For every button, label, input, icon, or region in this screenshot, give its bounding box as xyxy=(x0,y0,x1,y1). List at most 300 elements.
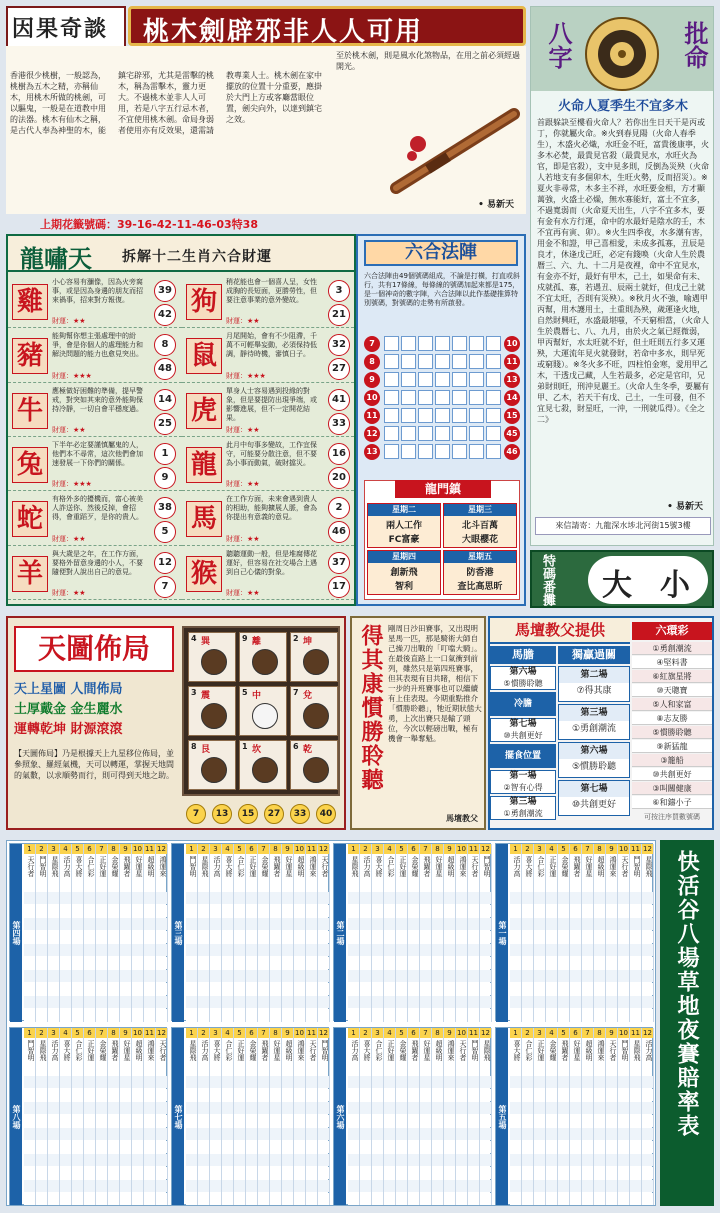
race-odds-cell xyxy=(432,918,443,930)
race-odds-cell xyxy=(270,1193,281,1205)
race-odds-cell xyxy=(294,1009,305,1021)
race-odds-cell xyxy=(222,918,233,930)
race-odds-cell xyxy=(582,944,593,956)
race-horse-column xyxy=(348,1028,360,1206)
race-odds-cell xyxy=(444,1141,455,1153)
race-odds-cell xyxy=(606,1193,617,1205)
race-odds-cell xyxy=(348,1076,359,1088)
race-odds-cell xyxy=(384,1193,395,1205)
fengshui-line: 大眼櫻花 xyxy=(461,535,498,545)
race-odds-cell xyxy=(570,957,581,969)
race-odds-cell xyxy=(456,1180,467,1192)
race-odds-cell xyxy=(606,1009,617,1021)
race-odds-cell xyxy=(84,957,95,969)
race-odds-cell xyxy=(48,892,59,904)
race-horse-number: 5 xyxy=(396,844,407,854)
race-horse-number: 2 xyxy=(198,844,209,854)
race-odds-cell xyxy=(60,892,71,904)
picks-race: 第三場 xyxy=(559,705,629,721)
race-odds-cell xyxy=(24,1102,35,1114)
race-horse-column xyxy=(48,844,60,1022)
race-odds-cell xyxy=(36,905,47,917)
race-odds-cell xyxy=(468,918,479,930)
race-odds-cell xyxy=(108,1076,119,1088)
race-odds-cell xyxy=(360,931,371,943)
race-odds-cell xyxy=(156,892,167,904)
race-horse-column xyxy=(294,1028,306,1206)
race-odds-cell xyxy=(84,1076,95,1088)
race-odds-cell xyxy=(546,1115,557,1127)
tiantu-ball: 40 xyxy=(316,804,336,824)
race-odds-cell xyxy=(210,996,221,1008)
race-odds-cell xyxy=(456,1167,467,1179)
race-odds-cell xyxy=(396,983,407,995)
race-odds-cell xyxy=(582,1167,593,1179)
race-odds-cell xyxy=(48,1167,59,1179)
race-odds-cell xyxy=(108,892,119,904)
race-odds-cell xyxy=(282,1154,293,1166)
race-odds-cell xyxy=(360,1193,371,1205)
race-odds-cell xyxy=(444,905,455,917)
race-horse-name: 超級明 xyxy=(297,856,305,877)
liuhe-cell xyxy=(384,336,399,351)
race-horse-column xyxy=(258,1028,270,1206)
race-odds-cell xyxy=(456,1154,467,1166)
race-odds-cell xyxy=(36,931,47,943)
race-odds-cell xyxy=(246,918,257,930)
race-horse-number: 8 xyxy=(594,1028,605,1038)
race-horse-name: 金榮耀 xyxy=(249,1040,257,1061)
liuhe-left-number: 8 xyxy=(364,354,380,370)
race-odds-cell xyxy=(396,1128,407,1140)
race-odds-cell xyxy=(606,1167,617,1179)
race-odds-cell xyxy=(210,905,221,917)
race-odds-cell xyxy=(72,1076,83,1088)
race-odds-cell xyxy=(144,918,155,930)
race-horse-number: 5 xyxy=(72,844,83,854)
race-odds-cell xyxy=(372,1009,383,1021)
race-odds-cell xyxy=(372,1089,383,1101)
race-odds-cell xyxy=(60,918,71,930)
race-horse-column xyxy=(210,1028,222,1206)
race-odds-cell xyxy=(570,996,581,1008)
race-odds-cell xyxy=(348,944,359,956)
race-horse-number: 9 xyxy=(606,844,617,854)
race-odds-cell xyxy=(420,1141,431,1153)
fengshui-block xyxy=(364,480,520,600)
liuhe-cell xyxy=(469,444,484,459)
race-odds-cell xyxy=(306,1167,317,1179)
liuhe-left-number: 11 xyxy=(364,408,380,424)
fengshui-day: 星期五 xyxy=(444,551,516,563)
race-odds-cell xyxy=(432,1193,443,1205)
race-odds-cell xyxy=(396,1009,407,1021)
race-odds-cell xyxy=(144,1102,155,1114)
liuhe-cell xyxy=(418,354,433,369)
race-odds-cell xyxy=(84,1115,95,1127)
liuhe-cell xyxy=(469,372,484,387)
race-horse-name: 飛躍者 xyxy=(111,1040,119,1061)
race-odds-cell xyxy=(222,1128,233,1140)
race-odds-cell xyxy=(48,996,59,1008)
race-odds-cell xyxy=(96,957,107,969)
race-odds-cell xyxy=(108,1154,119,1166)
race-odds-cell xyxy=(642,905,653,917)
tiantu-object-image xyxy=(201,757,227,783)
zodiac-number: 37 xyxy=(328,552,350,574)
race-odds-cell xyxy=(630,944,641,956)
zodiac-number: 14 xyxy=(154,389,176,411)
zodiac-number: 3 xyxy=(328,280,350,302)
race-odds-cell xyxy=(318,970,329,982)
race-odds-cell xyxy=(558,905,569,917)
race-odds-cell xyxy=(198,1167,209,1179)
zodiac-text: 與大歲是之年，在工作方面，要格外留意身邊的小人，不要隨便對人說出自己的意見。 xyxy=(52,549,143,576)
race-odds-cell xyxy=(294,892,305,904)
race-odds-cell xyxy=(246,1089,257,1101)
race-odds-cell xyxy=(630,1009,641,1021)
race-odds-cell xyxy=(396,970,407,982)
fengshui-banner: 龍門鎮 xyxy=(395,480,491,498)
zodiac-number: 21 xyxy=(328,304,350,326)
race-odds-cell xyxy=(432,905,443,917)
race-odds-cell xyxy=(630,1154,641,1166)
race-odds-cell xyxy=(144,905,155,917)
race-odds-cell xyxy=(360,957,371,969)
picks-col-c xyxy=(632,642,712,810)
race-odds-cell xyxy=(456,1102,467,1114)
race-odds-cell xyxy=(630,1193,641,1205)
race-odds-cell xyxy=(24,1141,35,1153)
race-horse-column xyxy=(360,844,372,1022)
zodiac-number: 25 xyxy=(154,413,176,435)
race-odds-cell xyxy=(546,1167,557,1179)
race-odds-cell xyxy=(234,1167,245,1179)
zodiac-row xyxy=(8,330,182,382)
zodiac-animal: 龍 xyxy=(186,447,222,483)
race-odds-cell xyxy=(360,1128,371,1140)
race-odds-cell xyxy=(72,944,83,956)
race-odds-cell xyxy=(372,931,383,943)
zodiac-text: 小心容易有瀰像，因為火旁窩事，或是因為身邊的朋友而招來禍事，招來對方報復。 xyxy=(52,278,143,304)
race-odds-cell xyxy=(282,905,293,917)
zodiac-rating: 財運：★★ xyxy=(226,534,260,543)
race-odds-cell xyxy=(318,918,329,930)
race-odds-cell xyxy=(306,996,317,1008)
race-horse-number: 4 xyxy=(384,1028,395,1038)
race-odds-cell xyxy=(84,996,95,1008)
race-horse-column xyxy=(246,1028,258,1206)
race-odds-cell xyxy=(48,944,59,956)
race-horse-number: 6 xyxy=(408,844,419,854)
race-odds-cell xyxy=(582,918,593,930)
race-odds-cell xyxy=(420,931,431,943)
liuhe-right-number: 13 xyxy=(504,372,520,388)
picks-race: 第六場 xyxy=(509,667,537,677)
race-odds-cell xyxy=(222,1154,233,1166)
race-odds-cell xyxy=(396,1167,407,1179)
race-odds-cell xyxy=(510,918,521,930)
race-odds-cell xyxy=(444,1115,455,1127)
zodiac-number: 46 xyxy=(328,521,350,543)
race-odds-cell xyxy=(132,1009,143,1021)
race-horse-number: 1 xyxy=(24,1028,35,1038)
race-horse-number: 4 xyxy=(546,1028,557,1038)
race-odds-cell xyxy=(36,1089,47,1101)
race-odds-cell xyxy=(72,970,83,982)
race-odds-cell xyxy=(420,918,431,930)
race-odds-cell xyxy=(306,1128,317,1140)
race-odds-cell xyxy=(420,1128,431,1140)
race-odds-cell xyxy=(198,1141,209,1153)
tiantu-cell-number: 7 xyxy=(293,688,299,697)
race-horse-name: 鬥智明 xyxy=(39,856,47,877)
race-odds-cell xyxy=(468,1009,479,1021)
race-odds-cell xyxy=(510,1141,521,1153)
race-horse-number: 10 xyxy=(619,1029,628,1037)
tiantu-cell-label: 中 xyxy=(252,691,262,701)
race-odds-cell xyxy=(384,905,395,917)
race-odds-cell xyxy=(306,1009,317,1021)
zodiac-number: 8 xyxy=(154,334,176,356)
race-odds-cell xyxy=(222,944,233,956)
liuhe-cell xyxy=(435,354,450,369)
zodiac-text: 在工作方面，未來會遇到貴人的相助，能夠擴展人脈，會為你提出有意義的意見。 xyxy=(226,495,317,522)
race-odds-cell xyxy=(420,905,431,917)
race-odds-cell xyxy=(522,1089,533,1101)
race-odds-cell xyxy=(258,918,269,930)
picks-horse: ⑦得其康 xyxy=(576,686,612,696)
zodiac-rating: 財運：★★ xyxy=(226,425,260,434)
picks-race: 第七場 xyxy=(509,719,537,729)
race-number: 第四場 xyxy=(10,844,22,1022)
tiantu-cell xyxy=(290,740,338,790)
fengshui-cell xyxy=(443,550,517,595)
race-horse-column xyxy=(432,844,444,1022)
race-odds-cell xyxy=(348,983,359,995)
race-odds-cell xyxy=(120,1141,131,1153)
race-horse-name: 星際飛 xyxy=(201,856,209,877)
race-odds-cell xyxy=(198,1076,209,1088)
race-odds-cell xyxy=(60,996,71,1008)
race-odds-cell xyxy=(234,1180,245,1192)
race-horse-name: 喜大將 xyxy=(513,1040,521,1061)
race-odds-cell xyxy=(294,1102,305,1114)
tiantu-object-image xyxy=(303,649,329,675)
race-horse-number: 5 xyxy=(558,844,569,854)
race-horse-name: 天行者 xyxy=(27,856,35,877)
race-odds-cell xyxy=(606,996,617,1008)
race-horse-column xyxy=(108,1028,120,1206)
race-odds-cell xyxy=(222,905,233,917)
race-odds-cell xyxy=(420,1009,431,1021)
race-horse-number: 8 xyxy=(270,844,281,854)
liuhe-cell xyxy=(486,426,501,441)
race-horse-name: 飛躍者 xyxy=(123,856,131,877)
race-horse-column xyxy=(408,844,420,1022)
liuhe-cell xyxy=(401,390,416,405)
zodiac-row xyxy=(8,493,182,545)
race-odds-cell xyxy=(156,1193,167,1205)
race-odds-cell xyxy=(60,957,71,969)
race-odds-cell xyxy=(144,957,155,969)
race-odds-cell xyxy=(642,1115,653,1127)
race-horse-name: 鬥智明 xyxy=(621,1040,629,1061)
race-odds-cell xyxy=(606,983,617,995)
race-odds-cell xyxy=(186,1102,197,1114)
race-odds-cell xyxy=(156,1089,167,1101)
race-odds-cell xyxy=(444,1089,455,1101)
race-odds-cell xyxy=(558,1128,569,1140)
race-odds-cell xyxy=(444,1009,455,1021)
race-odds-cell xyxy=(522,1167,533,1179)
race-horse-column xyxy=(318,1028,330,1206)
picks-horse: ⑤慣勝聆聽 xyxy=(571,762,617,772)
race-odds-cell xyxy=(408,983,419,995)
liuhe-cell xyxy=(435,372,450,387)
race-odds-cell xyxy=(294,905,305,917)
race-odds-cell xyxy=(408,970,419,982)
race-horse-column xyxy=(258,844,270,1022)
race-odds-cell xyxy=(630,1076,641,1088)
race-odds-cell xyxy=(306,1115,317,1127)
race-horse-number: 11 xyxy=(469,845,478,853)
race-horse-name: 星際飛 xyxy=(645,856,653,877)
race-horse-name: 超級明 xyxy=(285,1040,293,1061)
race-odds-cell xyxy=(432,1009,443,1021)
race-odds-cell xyxy=(144,1089,155,1101)
picks-row xyxy=(490,718,556,742)
race-horse-number: 3 xyxy=(372,844,383,854)
race-horse-number: 1 xyxy=(186,1028,197,1038)
race-odds-cell xyxy=(360,1102,371,1114)
race-odds-cell xyxy=(132,905,143,917)
zodiac-number: 12 xyxy=(154,552,176,574)
special-big: 大 xyxy=(602,568,632,603)
race-odds-cell xyxy=(234,1009,245,1021)
race-horse-number: 10 xyxy=(457,1029,466,1037)
liuhe-cell xyxy=(452,444,467,459)
race-odds-cell xyxy=(96,931,107,943)
race-odds-cell xyxy=(96,1115,107,1127)
race-odds-cell xyxy=(318,1115,329,1127)
race-odds-cell xyxy=(306,957,317,969)
race-horse-column xyxy=(318,844,330,1022)
race-odds-cell xyxy=(246,1193,257,1205)
race-odds-cell xyxy=(372,1128,383,1140)
race-odds-cell xyxy=(396,957,407,969)
race-horse-column xyxy=(84,1028,96,1206)
race-odds-cell xyxy=(144,970,155,982)
race-odds-cell xyxy=(306,931,317,943)
race-horse-name: 好運星 xyxy=(435,856,443,877)
race-odds-cell xyxy=(246,1154,257,1166)
race-odds-cell xyxy=(294,1193,305,1205)
race-odds-cell xyxy=(348,970,359,982)
race-horse-name: 正好運 xyxy=(399,856,407,877)
race-odds-cell xyxy=(408,1128,419,1140)
race-horse-column xyxy=(582,1028,594,1206)
race-odds-cell xyxy=(60,944,71,956)
race-odds-cell xyxy=(36,970,47,982)
race-odds-cell xyxy=(432,957,443,969)
liuhe-cell xyxy=(418,426,433,441)
race-odds-cell xyxy=(96,892,107,904)
race-odds-cell xyxy=(570,1089,581,1101)
tiantu-cell xyxy=(188,740,236,790)
race-odds-cell xyxy=(408,892,419,904)
race-odds-cell xyxy=(618,1141,629,1153)
race-odds-cell xyxy=(282,970,293,982)
race-odds-cell xyxy=(480,1076,491,1088)
race-odds-cell xyxy=(456,1076,467,1088)
race-odds-cell xyxy=(60,970,71,982)
race-odds-cell xyxy=(294,931,305,943)
race-odds-cell xyxy=(420,892,431,904)
race-horse-column xyxy=(294,844,306,1022)
picks-six-item: ⑧志友勝 xyxy=(632,712,712,725)
zodiac-text: 稍花能也會一個喜人呈，女性成胸的長短面，更勝勞性，但要注意事業的意外變故。 xyxy=(226,278,317,304)
race-odds-cell xyxy=(234,1193,245,1205)
race-odds-cell xyxy=(594,944,605,956)
race-odds-cell xyxy=(642,1089,653,1101)
tiantu-object-image xyxy=(252,703,278,729)
picks-horse: ⑤慣勝聆聽 xyxy=(503,679,543,688)
tiantu-ball: 13 xyxy=(212,804,232,824)
race-odds-cell xyxy=(294,970,305,982)
race-odds-cell xyxy=(630,996,641,1008)
race-odds-cell xyxy=(48,918,59,930)
race-odds-cell xyxy=(594,892,605,904)
race-odds-cell xyxy=(480,918,491,930)
race-horse-number: 9 xyxy=(444,844,455,854)
liuhe-intro: 六合法陣由49個號碼組成，不論是打橫，打直或斜行，共有17條線，每條線的號碼加起來都是175，是一個神奇的數字陣，六合法陣以此作基礎推算特別號碼，對號碼的走勢有所啟發。 xyxy=(364,272,520,307)
race-odds-cell xyxy=(642,957,653,969)
race-odds-cell xyxy=(108,1141,119,1153)
race-horse-column xyxy=(582,844,594,1022)
race-odds-cell xyxy=(108,1102,119,1114)
race-odds-cell xyxy=(156,918,167,930)
race-odds-cell xyxy=(186,996,197,1008)
zodiac-subtitle: 拆解十二生肖六合財運 xyxy=(122,249,272,265)
race-horse-name: 正好運 xyxy=(537,1040,545,1061)
race-odds-cell xyxy=(534,983,545,995)
picks-col-a xyxy=(490,666,556,826)
race-odds-cell xyxy=(432,1102,443,1114)
race-odds-cell xyxy=(186,1115,197,1127)
race-odds-cell xyxy=(132,996,143,1008)
liuhe-cell xyxy=(452,372,467,387)
race-odds-cell xyxy=(384,1009,395,1021)
race-horse-column xyxy=(480,844,492,1022)
tiantu-cell xyxy=(239,740,287,790)
race-odds-cell xyxy=(582,1193,593,1205)
race-odds-cell xyxy=(522,1115,533,1127)
fengshui-cell xyxy=(367,503,441,548)
race-odds-cell xyxy=(510,1154,521,1166)
race-horse-column xyxy=(120,844,132,1022)
race-odds-cell xyxy=(198,918,209,930)
race-odds-cell xyxy=(36,1076,47,1088)
fengshui-grid xyxy=(367,503,517,597)
tiantu-ball: 33 xyxy=(290,804,310,824)
race-odds-cell xyxy=(642,892,653,904)
liuhe-cell xyxy=(435,336,450,351)
race-odds-cell xyxy=(246,905,257,917)
race-odds-cell xyxy=(48,1154,59,1166)
race-odds-cell xyxy=(120,1089,131,1101)
liuhe-box xyxy=(356,234,526,606)
